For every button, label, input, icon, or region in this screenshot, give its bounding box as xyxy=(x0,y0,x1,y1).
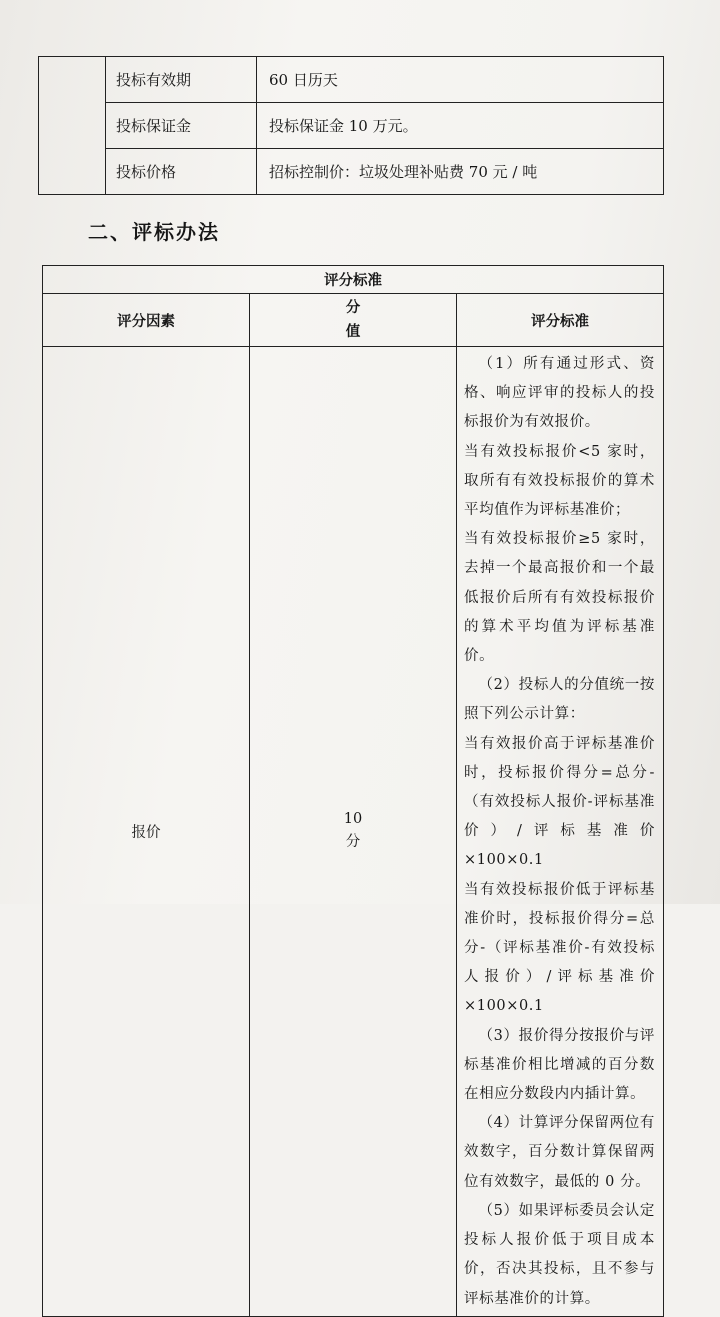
row-value: 招标控制价：垃圾处理补贴费 70 元 / 吨 xyxy=(257,149,664,195)
criteria-cell xyxy=(457,347,664,1317)
section-heading: 二、评标办法 xyxy=(88,220,220,244)
criteria-paragraph: 当有效报价高于评标基准价时，投标报价得分=总分-（有效投标人报价-评标基准价）/评标基准价×100×0.1 xyxy=(464,735,655,869)
header-criteria: 评分标准 xyxy=(457,294,664,347)
header-score-line1: 分 xyxy=(345,299,361,316)
criteria-paragraph: 当有效投标报价≥5 家时，去掉一个最高报价和一个最低报价后所有有效投标报价的算术平均值为评标基准价。 xyxy=(464,531,655,665)
factor-cell: 报价 xyxy=(43,347,250,1317)
header-score-line2: 值 xyxy=(345,323,361,340)
row-label: 投标保证金 xyxy=(106,103,257,149)
score-cell xyxy=(250,347,457,1317)
score-unit: 分 xyxy=(345,834,361,851)
table-row xyxy=(39,103,664,149)
row-value: 投标保证金 10 万元。 xyxy=(257,103,664,149)
criteria-paragraph: 当有效投标报价低于评标基准价时，投标报价得分=总分-（评标基准价-有效投标人报价）/评标基准价×100×0.1 xyxy=(464,881,655,1015)
row-value: 60 日历天 xyxy=(257,57,664,103)
criteria-paragraph: 当有效投标报价<5 家时，取所有有效投标报价的算术平均值作为评标基准价； xyxy=(464,443,655,519)
scoring-criteria-table xyxy=(42,265,664,1317)
criteria-paragraph: （5）如果评标委员会认定投标人报价低于项目成本价，否决其投标，且不参与评标基准价的计算。 xyxy=(464,1202,655,1307)
row-label: 投标价格 xyxy=(106,149,257,195)
criteria-paragraph: （4）计算评分保留两位有效数字，百分数计算保留两位有效数字，最低的 0 分。 xyxy=(464,1115,655,1190)
criteria-paragraph: （1）所有通过形式、资格、响应评审的投标人的投标报价为有效报价。 xyxy=(464,356,655,431)
bid-info-table xyxy=(38,56,664,195)
header-factor: 评分因素 xyxy=(43,294,250,347)
table-title: 评分标准 xyxy=(43,266,664,294)
criteria-paragraph: （3）报价得分按报价与评标基准价相比增减的百分数在相应分数段内内插计算。 xyxy=(464,1027,655,1103)
table-row xyxy=(43,347,664,1317)
header-score xyxy=(250,294,457,347)
merged-side-cell xyxy=(39,57,106,195)
table-row xyxy=(39,149,664,195)
table-header-row xyxy=(43,294,664,347)
table-row xyxy=(39,57,664,103)
table-title-row xyxy=(43,266,664,294)
criteria-paragraph: （2）投标人的分值统一按照下列公示计算： xyxy=(464,677,655,723)
row-label: 投标有效期 xyxy=(106,57,257,103)
score-value: 10 xyxy=(343,811,363,828)
